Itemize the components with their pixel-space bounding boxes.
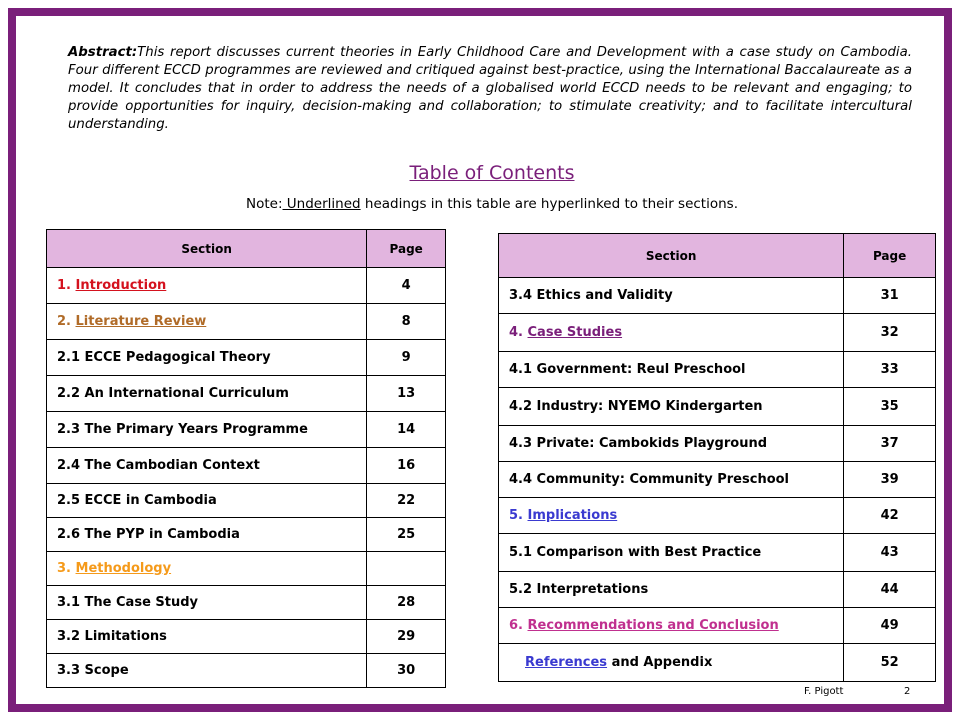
toc-page: 30 — [367, 654, 446, 688]
toc-page: 22 — [367, 484, 446, 518]
link-recommendations[interactable]: Recommendations and Conclusion — [527, 618, 779, 633]
link-literature-review[interactable]: Literature Review — [75, 314, 207, 329]
toc-table-left — [46, 229, 446, 688]
toc-row-introduction — [47, 268, 446, 304]
toc-row — [499, 462, 936, 498]
toc-row-literature-review — [47, 304, 446, 340]
toc-page: 44 — [844, 572, 936, 608]
toc-note-suffix: headings in this table are hyperlinked to their sections. — [360, 196, 738, 212]
toc-row — [47, 340, 446, 376]
toc-page: 8 — [367, 304, 446, 340]
toc-label: 2.5 ECCE in Cambodia — [47, 484, 367, 518]
link-case-studies[interactable]: Case Studies — [527, 325, 623, 340]
toc-row-case-studies — [499, 314, 936, 352]
toc-page: 35 — [844, 388, 936, 426]
toc-page: 28 — [367, 586, 446, 620]
table-header-row — [47, 230, 446, 268]
toc-label: 2.4 The Cambodian Context — [47, 448, 367, 484]
link-references[interactable]: References — [525, 655, 608, 670]
toc-page: 39 — [844, 462, 936, 498]
toc-row — [499, 352, 936, 388]
toc-table-right — [498, 233, 936, 682]
toc-row-implications — [499, 498, 936, 534]
toc-page: 16 — [367, 448, 446, 484]
toc-page: 49 — [844, 608, 936, 644]
toc-row — [47, 518, 446, 552]
toc-label: 5.1 Comparison with Best Practice — [499, 534, 844, 572]
toc-row — [47, 412, 446, 448]
footer-page-number: 2 — [904, 686, 911, 697]
toc-label: 3.2 Limitations — [47, 620, 367, 654]
slide-frame — [8, 8, 952, 712]
toc-num: 4. — [509, 325, 528, 340]
link-introduction[interactable]: Introduction — [75, 278, 167, 293]
toc-page: 13 — [367, 376, 446, 412]
toc-label: 4.3 Private: Cambokids Playground — [499, 426, 844, 462]
abstract — [68, 44, 912, 134]
toc-label: 2.1 ECCE Pedagogical Theory — [47, 340, 367, 376]
page-header: Page — [844, 234, 936, 278]
toc-row-references — [499, 644, 936, 682]
toc-page: 4 — [367, 268, 446, 304]
section-header: Section — [499, 234, 844, 278]
toc-page: 31 — [844, 278, 936, 314]
toc-num: 2. — [57, 314, 76, 329]
abstract-text: This report discusses current theories in Early Childhood Care and Development with a case study on Cambodia. Four different ECCD programmes are reviewed and critiqued against best-practice, using the International Baccalaureate as a model. It concludes that in order to address the needs of a globalised world ECCD needs to be relevant and engaging; to provide opportunities for inquiry, decision-making and collaboration; to stimulate creativity; and to facilitate intercultural understanding. — [68, 45, 912, 132]
toc-page: 32 — [844, 314, 936, 352]
link-implications[interactable]: Implications — [527, 508, 618, 523]
toc-page: 33 — [844, 352, 936, 388]
toc-page — [367, 552, 446, 586]
toc-row — [47, 448, 446, 484]
toc-label-suffix: and Appendix — [607, 655, 713, 670]
toc-row — [47, 654, 446, 688]
toc-label: 2.2 An International Curriculum — [47, 376, 367, 412]
abstract-label: Abstract: — [68, 45, 138, 60]
toc-note-prefix: Note: — [245, 196, 283, 212]
footer-author: F. Pigott — [804, 686, 844, 697]
toc-title: Table of Contents — [409, 162, 575, 184]
toc-label: 3.4 Ethics and Validity — [499, 278, 844, 314]
toc-page: 37 — [844, 426, 936, 462]
toc-label: 3.3 Scope — [47, 654, 367, 688]
toc-row — [47, 376, 446, 412]
toc-num: 1. — [57, 278, 76, 293]
toc-row — [47, 484, 446, 518]
section-header: Section — [47, 230, 367, 268]
toc-note-underlined: Underlined — [282, 196, 361, 212]
toc-label: 5.2 Interpretations — [499, 572, 844, 608]
toc-row — [499, 388, 936, 426]
toc-row — [499, 534, 936, 572]
link-methodology[interactable]: Methodology — [75, 561, 172, 576]
toc-note — [16, 196, 952, 212]
toc-page: 42 — [844, 498, 936, 534]
table-header-row — [499, 234, 936, 278]
toc-row-methodology — [47, 552, 446, 586]
toc-label: 4.1 Government: Reul Preschool — [499, 352, 844, 388]
toc-page: 29 — [367, 620, 446, 654]
toc-label: 2.6 The PYP in Cambodia — [47, 518, 367, 552]
toc-num: 5. — [509, 508, 528, 523]
toc-row — [47, 586, 446, 620]
toc-row — [499, 572, 936, 608]
toc-label: 4.2 Industry: NYEMO Kindergarten — [499, 388, 844, 426]
toc-page: 14 — [367, 412, 446, 448]
toc-row — [47, 620, 446, 654]
toc-row — [499, 278, 936, 314]
toc-row — [499, 426, 936, 462]
toc-page: 9 — [367, 340, 446, 376]
toc-num: 6. — [509, 618, 528, 633]
toc-label: 3.1 The Case Study — [47, 586, 367, 620]
toc-num: 3. — [57, 561, 76, 576]
toc-page: 52 — [844, 644, 936, 682]
toc-page: 43 — [844, 534, 936, 572]
page-header: Page — [367, 230, 446, 268]
toc-row-recommendations — [499, 608, 936, 644]
toc-label: 2.3 The Primary Years Programme — [47, 412, 367, 448]
toc-page: 25 — [367, 518, 446, 552]
toc-label: 4.4 Community: Community Preschool — [499, 462, 844, 498]
